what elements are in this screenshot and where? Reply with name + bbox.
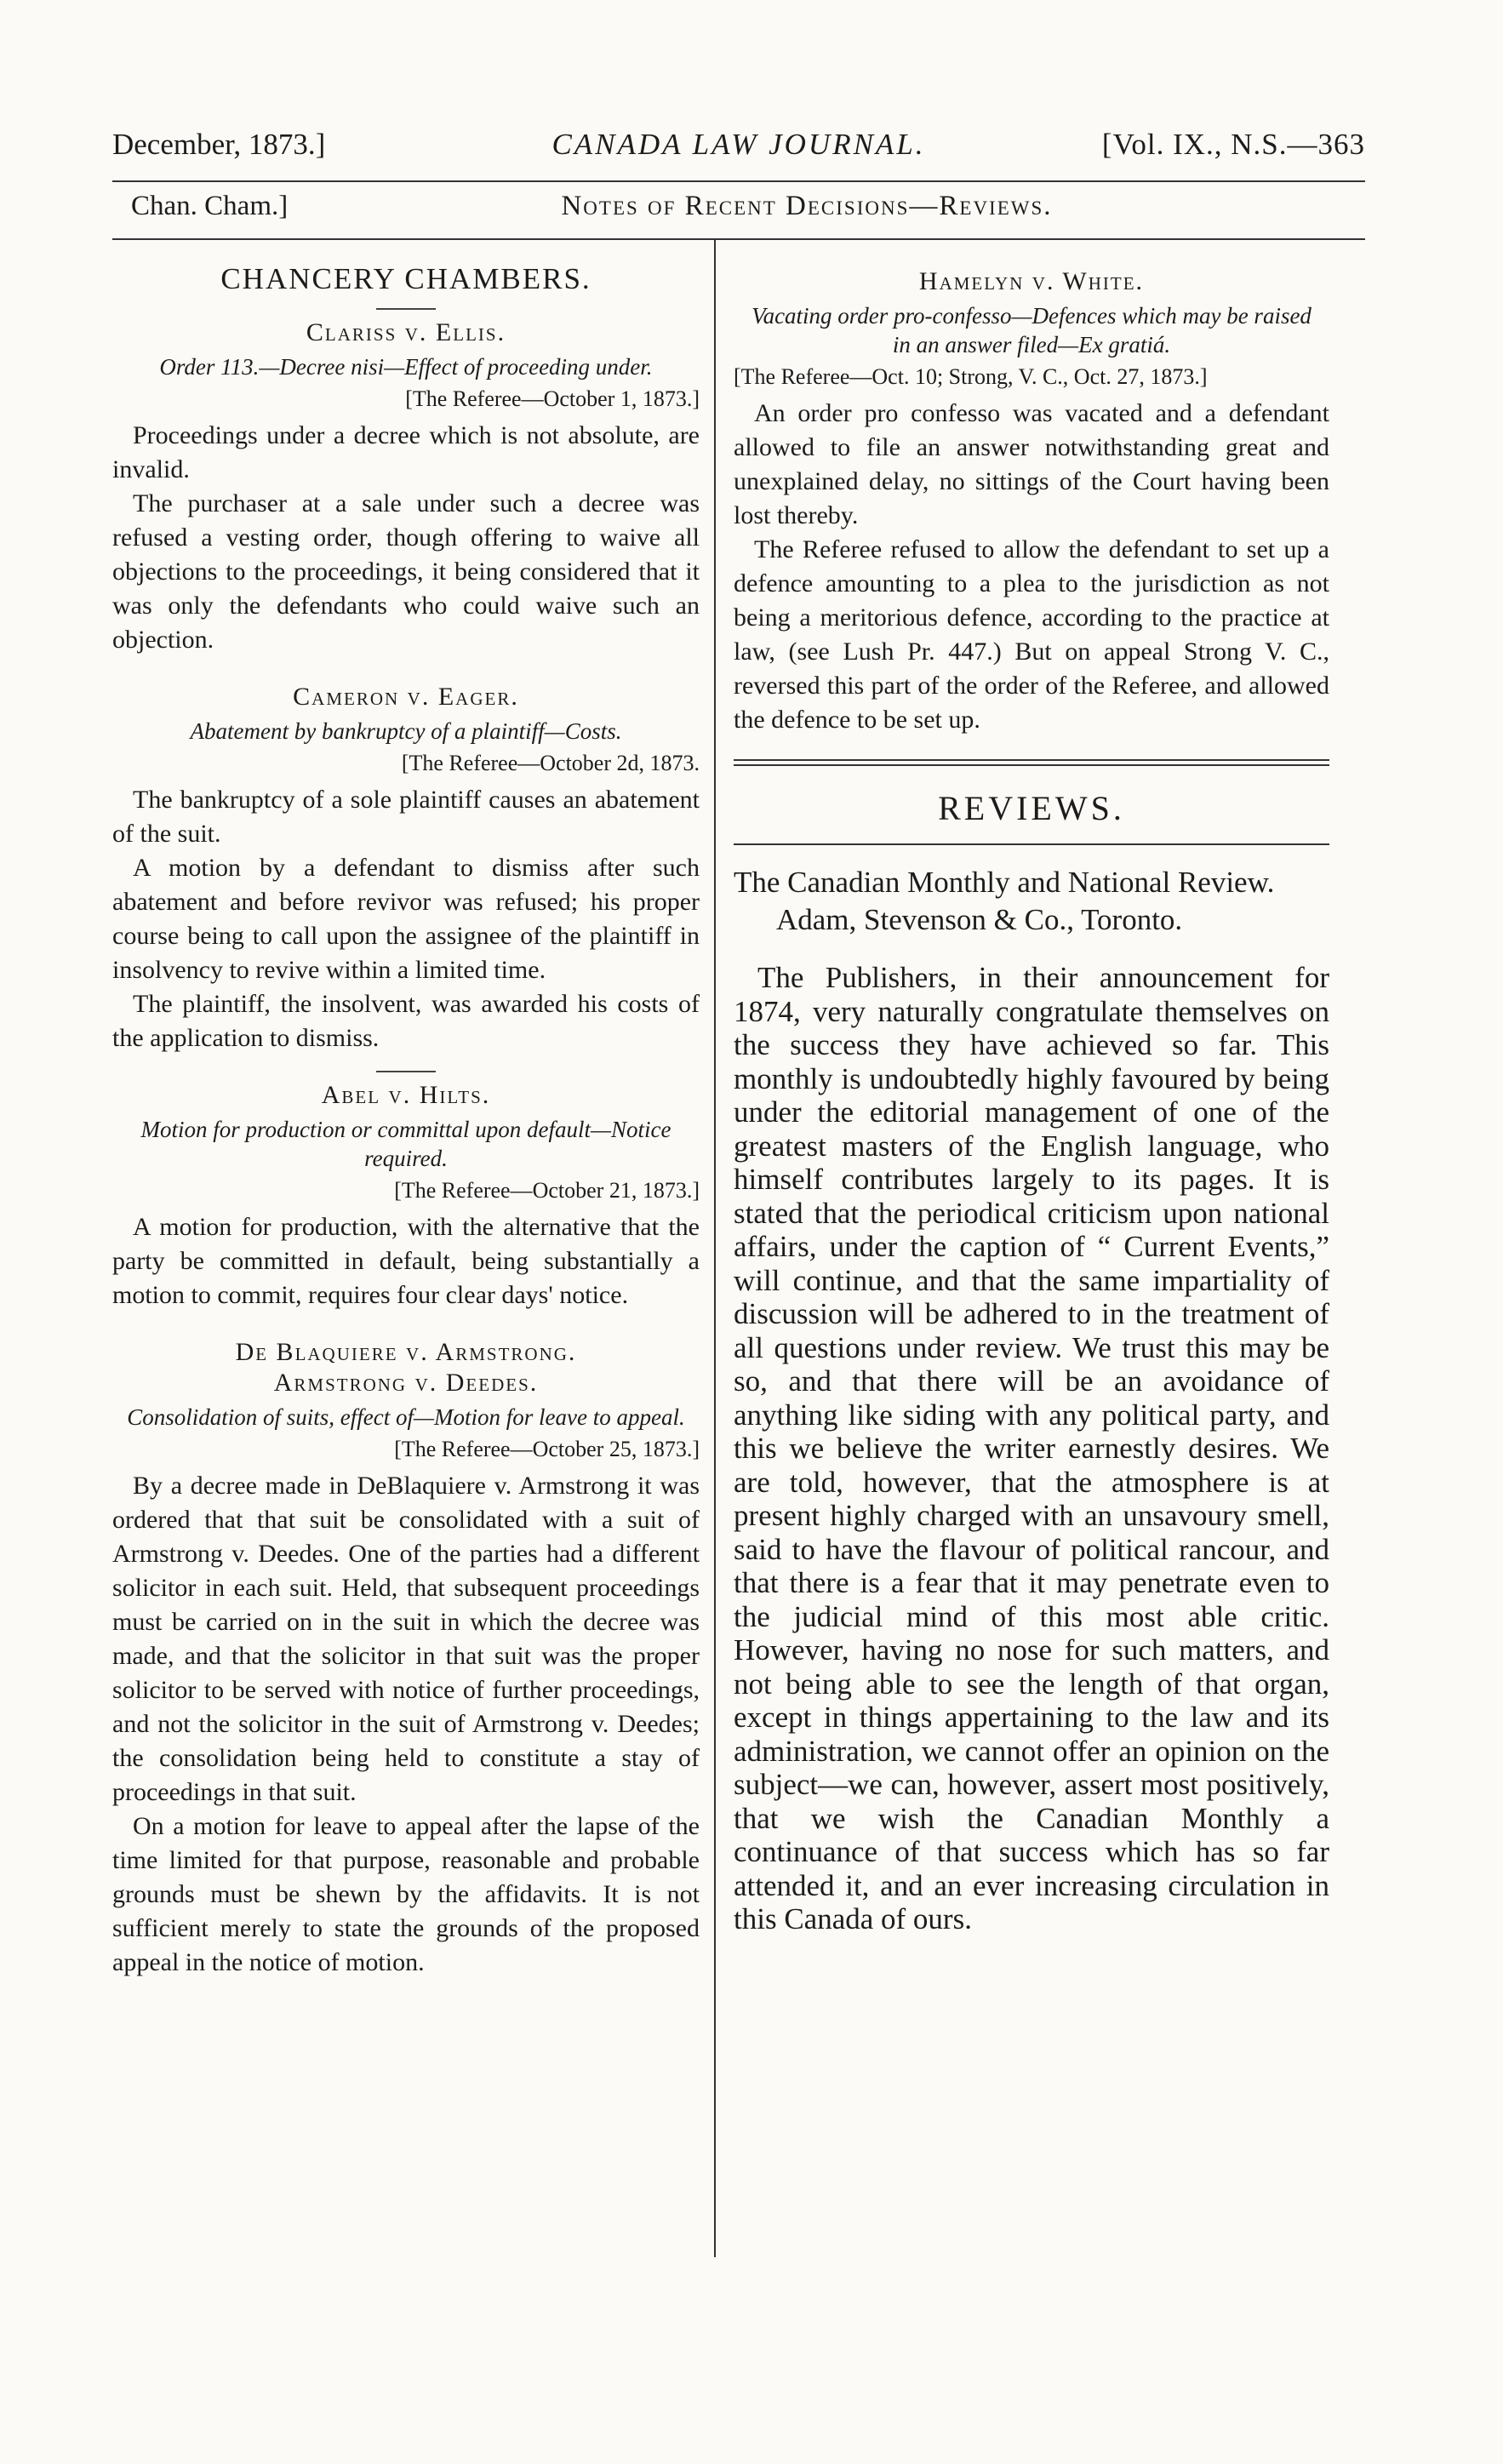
case-citation: [The Referee—October 1, 1873.] (405, 386, 700, 411)
right-column (734, 255, 1329, 1936)
case-title: Abel v. Hilts. (321, 1081, 491, 1109)
case-cameron-eager (112, 683, 700, 1055)
case-title: Cameron v. Eager. (293, 683, 519, 711)
running-header (112, 128, 1365, 172)
double-rule (734, 759, 1329, 766)
section-title: CHANCERY CHAMBERS. (220, 262, 591, 295)
case-paragraph: The plaintiff, the insolvent, was awarded his costs of the application to dismiss. (112, 990, 700, 1052)
section-header (112, 191, 1365, 232)
case-citation: [The Referee—October 21, 1873.] (394, 1178, 700, 1203)
journal-title: CANADA LAW JOURNAL. (551, 128, 926, 161)
case-title: Hamelyn v. White. (918, 267, 1145, 295)
case-headnote: Consolidation of suits, effect of—Motion for leave to appeal. (127, 1404, 685, 1430)
case-citation: [The Referee—October 25, 1873.] (394, 1437, 700, 1461)
review-heading: The Canadian Monthly and National Review. Adam, Stevenson & Co., Toronto. (734, 866, 1275, 936)
case-headnote: Vacating order pro-confesso—Defences which may be raised in an answer filed—Ex gratiá. (752, 303, 1312, 357)
case-citation: [The Referee—Oct. 10; Strong, V. C., Oct. 27, 1873.] (734, 364, 1208, 389)
column-divider (714, 240, 716, 2257)
case-paragraph: The purchaser at a sale under such a decree was refused a vesting order, though offering to waive all objections to the proceedings, it being considered that it was only the defendants who could waive such an objection. (112, 489, 700, 654)
case-abel-hilts (112, 1071, 700, 1312)
court-label: Chan. Cham.] (131, 191, 289, 221)
case-title: Clariss v. Ellis. (306, 318, 506, 346)
reviews-rule (734, 843, 1329, 845)
case-headnote: Abatement by bankruptcy of a plaintiff—Costs. (190, 718, 622, 744)
volume-page: [Vol. IX., N.S.—363 (1101, 128, 1365, 161)
case-citation: [The Referee—October 2d, 1873. (401, 751, 700, 775)
case-title: De Blaquiere v. Armstrong. (235, 1338, 577, 1366)
case-headnote: Order 113.—Decree nisi—Effect of proceeding under. (159, 354, 653, 380)
subheader-rule (112, 238, 1365, 240)
section-label: Notes of Recent Decisions—Reviews. (561, 191, 1053, 221)
review-paragraph: The Publishers, in their announcement for 1874, very naturally congratulate themselves on the success they have achieved so far. This monthly is undoubtedly highly favoured by being under the editorial management of one of the greatest masters of the English language, who himself contributes largely to its pages. It is stated that the periodical criticism upon national affairs, under the caption of “ Current Events,” will continue, and that the same impartiality of discussion will be adhered to in the treatment of all questions under review. We trust this may be so, and that there will be an avoidance of anything like siding with any political party, and this we believe the writer earnestly desires. We are told, however, that the atmosphere is at present highly charged with an unsavoury smell, said to have the flavour of political rancour, and that there is a fear that it may penetrate even to the judicial mind of this most able critic. However, having no nose for such matters, and not being able to see the length of that organ, except in things appertaining to the law and its administration, we cannot offer an opinion on the subject—we can, however, assert most positively, that we wish the Canadian Monthly a continuance of that success which has so far attended it, and an ever increasing circulation in this Canada of ours. (734, 961, 1329, 1935)
case-paragraph: An order pro confesso was vacated and a defendant allowed to file an answer notwithstanding great and unexplained delay, no sittings of the Court having been lost thereby. (734, 399, 1329, 529)
divider (376, 1071, 436, 1072)
case-paragraph: The bankruptcy of a sole plaintiff causes an abatement of the suit. (112, 786, 700, 848)
header-rule (112, 180, 1365, 182)
case-paragraph: By a decree made in DeBlaquiere v. Armstrong it was ordered that that suit be consolidated with a suit of Armstrong v. Deedes. One of the parties had a different solicitor in each suit. Held, that subsequent proceedings must be carried on in the suit in which the decree was made, and that the solicitor in that suit was the proper solicitor to be served with notice of further proceedings, and not the solicitor in the suit of Armstrong v. Deedes; the consolidation being held to constitute a stay of proceedings in that suit. (112, 1472, 700, 1806)
case-headnote: Motion for production or committal upon default—Notice required. (140, 1117, 671, 1171)
case-paragraph: The Referee refused to allow the defendant to set up a defence amounting to a plea to the jurisdiction as not being a meritorious defence, according to the practice at law, (see Lush Pr. 447.) But on appeal Strong V. C., reversed this part of the order of the Referee, and allowed the defence to be set up. (734, 535, 1329, 734)
divider (376, 308, 436, 310)
reviews-title: REVIEWS. (938, 789, 1125, 827)
case-title-second: Armstrong v. Deedes. (273, 1369, 539, 1397)
left-column (112, 255, 700, 1980)
issue-date: December, 1873.] (112, 128, 326, 161)
case-paragraph: A motion by a defendant to dismiss after such abatement and before revivor was refused; his proper course being to call upon the assignee of the plaintiff in insolvency to revive within a limited time. (112, 854, 700, 984)
case-hamelyn-white (734, 267, 1329, 737)
case-paragraph: A motion for production, with the alternative that the party be committed in default, being substantially a motion to commit, requires four clear days' notice. (112, 1213, 700, 1309)
case-paragraph: On a motion for leave to appeal after the lapse of the time limited for that purpose, reasonable and probable grounds must be shewn by the affidavits. It is not sufficient merely to state the grounds of the proposed appeal in the notice of motion. (112, 1812, 700, 1976)
case-clariss-ellis (112, 308, 700, 657)
case-paragraph: Proceedings under a decree which is not absolute, are invalid. (112, 421, 700, 483)
case-deblaquiere-armstrong (112, 1338, 700, 1980)
